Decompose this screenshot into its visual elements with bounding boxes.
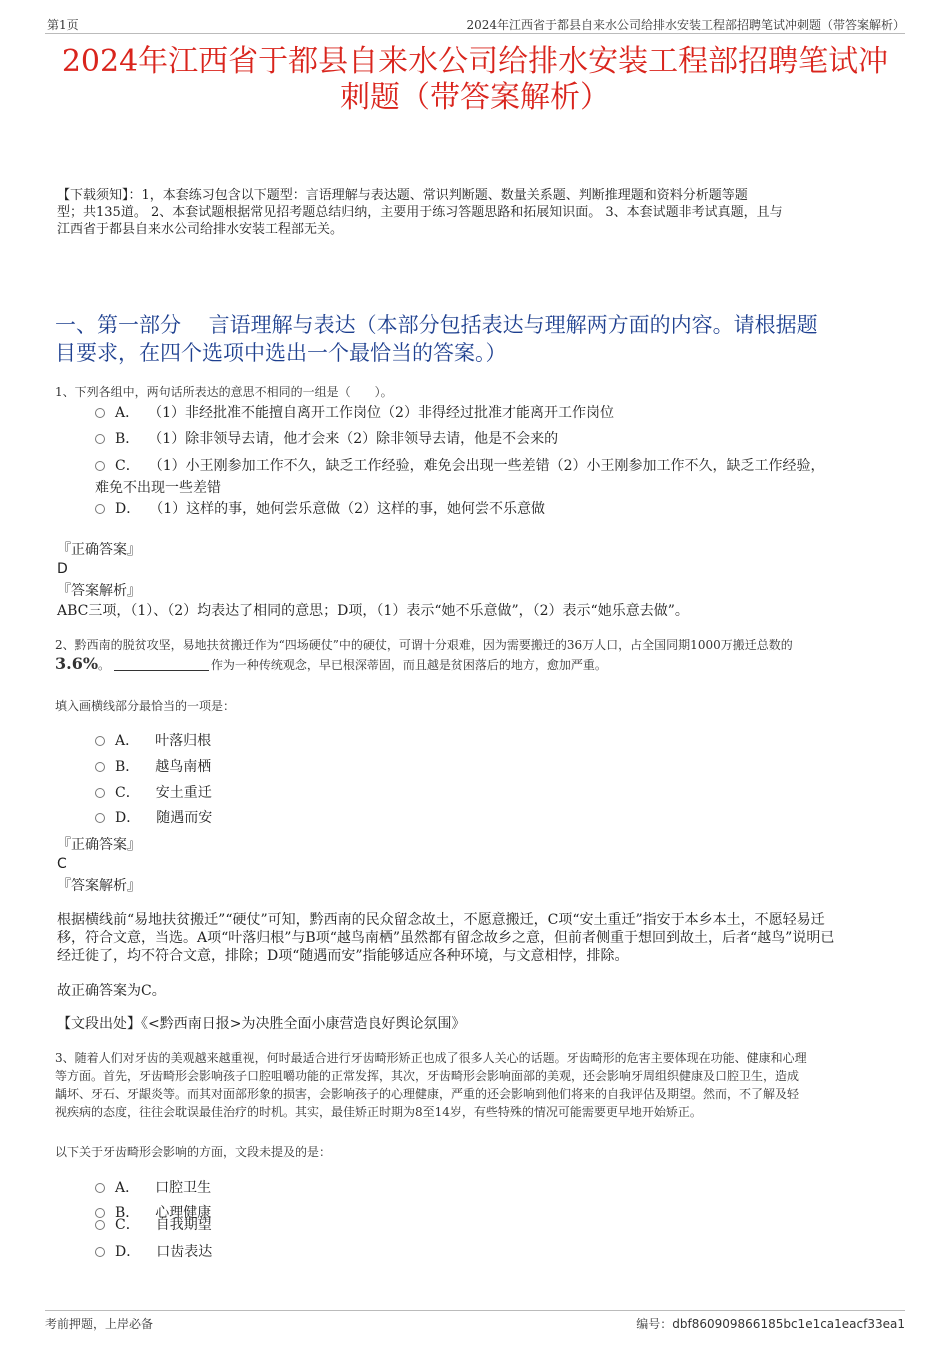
- analysis-line-3: 经迁徙了，均不符合文意，排除；D项“随遇而安”指能够适应各种环境，与文意相悖，排除。: [57, 948, 629, 964]
- option-text: （1）非经批准不能擅自离开工作岗位（2）非得经过批准才能离开工作岗位: [155, 405, 614, 421]
- question-2-answer-label: 『正确答案』: [57, 837, 141, 853]
- radio-icon[interactable]: [95, 1183, 105, 1193]
- option-letter: B．: [115, 1205, 140, 1221]
- analysis-line-2: 移，符合文意，当选。A项“叶落归根”与B项“越鸟南栖”虽然都有留念故乡之意，但前者侧重于想回到故土，后者“越鸟”说明已: [57, 930, 835, 946]
- option-text: 叶落归根: [155, 733, 212, 749]
- footer-slogan: 考前押题，上岸必备: [45, 1317, 154, 1331]
- question-2-source: 【文段出处】《<黔西南日报>为决胜全面小康营造良好舆论氛围》: [57, 1016, 466, 1032]
- question-1-answer: D: [57, 561, 68, 577]
- notice-line-1: 【下载须知】：1，本套练习包含以下题型：言语理解与表达题、常识判断题、数量关系题、判断推理题和资料分析题等题: [57, 188, 748, 203]
- question-2-option-c[interactable]: [95, 783, 212, 803]
- header-rule: [45, 33, 905, 34]
- analysis-line-1: 根据横线前“易地扶贫搬迁”“硬仗”可知，黔西南的民众留念故土，不愿意搬迁，C项“安土重迁”指安于本乡本土，不愿轻易迁: [57, 912, 825, 928]
- section-heading-line-2: 目要求，在四个选项中选出一个最恰当的答案。）: [55, 341, 507, 365]
- footer-document-code: [636, 1315, 905, 1332]
- question-1-option-c-continuation: 难免不出现一些差错: [95, 480, 221, 496]
- page-title-line-1: 2024年江西省于都县自来水公司给排水安装工程部招聘笔试冲: [61, 44, 889, 79]
- question-3-option-a[interactable]: [95, 1178, 211, 1198]
- stem-line-1: 3、随着人们对牙齿的美观越来越重视，何时最适合进行牙齿畸形矫正也成了很多人关心的话题。牙齿畸形的危害主要体现在功能、健康和心理: [55, 1051, 807, 1065]
- question-1-analysis: ABC三项，（1）、（2）均表达了相同的意思；D项，（1）表示“她不乐意做”，（2）表示“她乐意去做”。: [57, 603, 689, 619]
- option-text: （1）小王刚参加工作不久，缺乏工作经验，难免会出现一些差错（2）小王刚参加工作不久，缺乏工作经验，: [155, 458, 825, 474]
- section-heading-line-1: 一、第一部分 言语理解与表达（本部分包括表达与理解两方面的内容。请根据题: [55, 313, 818, 337]
- question-1-answer-label: 『正确答案』: [57, 542, 141, 558]
- page-title-line-2: 刺题（带答案解析）: [340, 80, 610, 115]
- question-1-option-c[interactable]: [95, 456, 825, 476]
- question-3-option-c[interactable]: [95, 1215, 212, 1235]
- option-text: （1）除非领导去请，他才会来（2）除非领导去请，他是不会来的: [155, 431, 559, 447]
- option-text: 安土重迁: [155, 785, 212, 801]
- option-letter: C．: [115, 458, 140, 474]
- question-2-answer: C: [57, 856, 67, 872]
- question-1-option-d[interactable]: [95, 499, 545, 519]
- question-2-analysis: [57, 911, 907, 965]
- radio-icon[interactable]: [95, 408, 105, 418]
- option-letter: B．: [115, 759, 140, 775]
- question-2-option-b[interactable]: [95, 757, 211, 777]
- question-3-prompt: 以下关于牙齿畸形会影响的方面，文段未提及的是：: [55, 1145, 332, 1159]
- option-letter: C．: [115, 785, 140, 801]
- question-3-option-d[interactable]: [95, 1242, 212, 1262]
- code-value: dbf860909866185bc1e1ca1eacf33ea1: [672, 1317, 905, 1331]
- radio-icon[interactable]: [95, 504, 105, 514]
- option-text: 自我期望: [155, 1217, 212, 1233]
- radio-icon[interactable]: [95, 461, 105, 471]
- option-letter: D．: [115, 1244, 141, 1260]
- notice-line-2: 型；共135道。 2、本套试题根据常见招考题总结归纳，主要用于练习答题思路和拓展知识面。 3、本套试题非考试真题，且与: [57, 205, 783, 220]
- footer-rule: [45, 1310, 905, 1311]
- option-letter: A．: [115, 1180, 140, 1196]
- option-text: 口齿表达: [156, 1244, 213, 1260]
- radio-icon[interactable]: [95, 788, 105, 798]
- question-1-stem: 1、下列各组中，两句话所表达的意思不相同的一组是（ ）。: [55, 385, 393, 399]
- download-notice: [57, 187, 907, 238]
- radio-icon[interactable]: [95, 813, 105, 823]
- code-label: 编号：: [636, 1317, 673, 1331]
- option-letter: D．: [115, 501, 141, 517]
- option-letter: B．: [115, 431, 140, 447]
- question-2-conclusion: 故正确答案为C。: [57, 983, 166, 999]
- radio-icon[interactable]: [95, 736, 105, 746]
- page-number: 第1页: [47, 18, 79, 32]
- question-2-stem-line-1: 2、黔西南的脱贫攻坚，易地扶贫搬迁作为“四场硬仗”中的硬仗，可谓十分艰难，因为需要搬迁的36万人口，占全国同期1000万搬迁总数的: [55, 638, 793, 652]
- question-1-option-b[interactable]: [95, 429, 558, 449]
- question-2-option-a[interactable]: [95, 731, 211, 751]
- stem-line-4: 视疾病的态度，往往会耽误最佳治疗的时机。其实，最佳矫正时期为8至14岁，有些特殊的情况可能需要更早地开始矫正。: [55, 1105, 702, 1119]
- option-text: 口腔卫生: [155, 1180, 212, 1196]
- option-text: （1）这样的事，她何尝乐意做（2）这样的事，她何尝不乐意做: [156, 501, 546, 517]
- question-2-option-d[interactable]: [95, 808, 212, 828]
- section-heading: [55, 311, 895, 367]
- option-text: 心理健康: [155, 1205, 212, 1221]
- question-3-stem: [55, 1049, 905, 1121]
- stem-text: 作为一种传统观念，早已根深蒂固，而且越是贫困落后的地方，愈加严重。: [210, 658, 607, 672]
- radio-icon[interactable]: [95, 1220, 105, 1230]
- option-letter: C．: [115, 1217, 140, 1233]
- option-letter: A．: [115, 733, 140, 749]
- stem-line-2: 等方面。首先，牙齿畸形会影响孩子口腔咀嚼功能的正常发挥，其次，牙齿畸形会影响面部的美观，还会影响牙周组织健康及口腔卫生，造成: [55, 1069, 800, 1083]
- stem-punct: 。: [98, 658, 111, 672]
- answer-blank: [114, 658, 209, 671]
- question-1-analysis-label: 『答案解析』: [57, 583, 141, 599]
- notice-line-3: 江西省于都县自来水公司给排水安装工程部无关。: [57, 222, 344, 237]
- running-header-title: 2024年江西省于都县自来水公司给排水安装工程部招聘笔试冲刺题（带答案解析）: [466, 18, 905, 32]
- option-letter: D．: [115, 810, 141, 826]
- option-letter: A．: [115, 405, 140, 421]
- radio-icon[interactable]: [95, 1247, 105, 1257]
- radio-icon[interactable]: [95, 434, 105, 444]
- question-2-stem-line-2: [55, 656, 905, 673]
- radio-icon[interactable]: [95, 762, 105, 772]
- page-title: [40, 44, 910, 116]
- stem-line-3: 龋坏、牙石、牙龈炎等。而其对面部形象的损害，会影响孩子的心理健康，严重的还会影响到他们将来的自我评估及期望。然而，不了解及轻: [55, 1087, 800, 1101]
- question-2-prompt: 填入画横线部分最恰当的一项是：: [55, 699, 236, 713]
- percentage-value: 3.6%: [55, 654, 99, 673]
- question-1-option-a[interactable]: [95, 403, 614, 423]
- option-text: 越鸟南栖: [155, 759, 212, 775]
- question-2-analysis-label: 『答案解析』: [57, 878, 141, 894]
- option-text: 随遇而安: [156, 810, 213, 826]
